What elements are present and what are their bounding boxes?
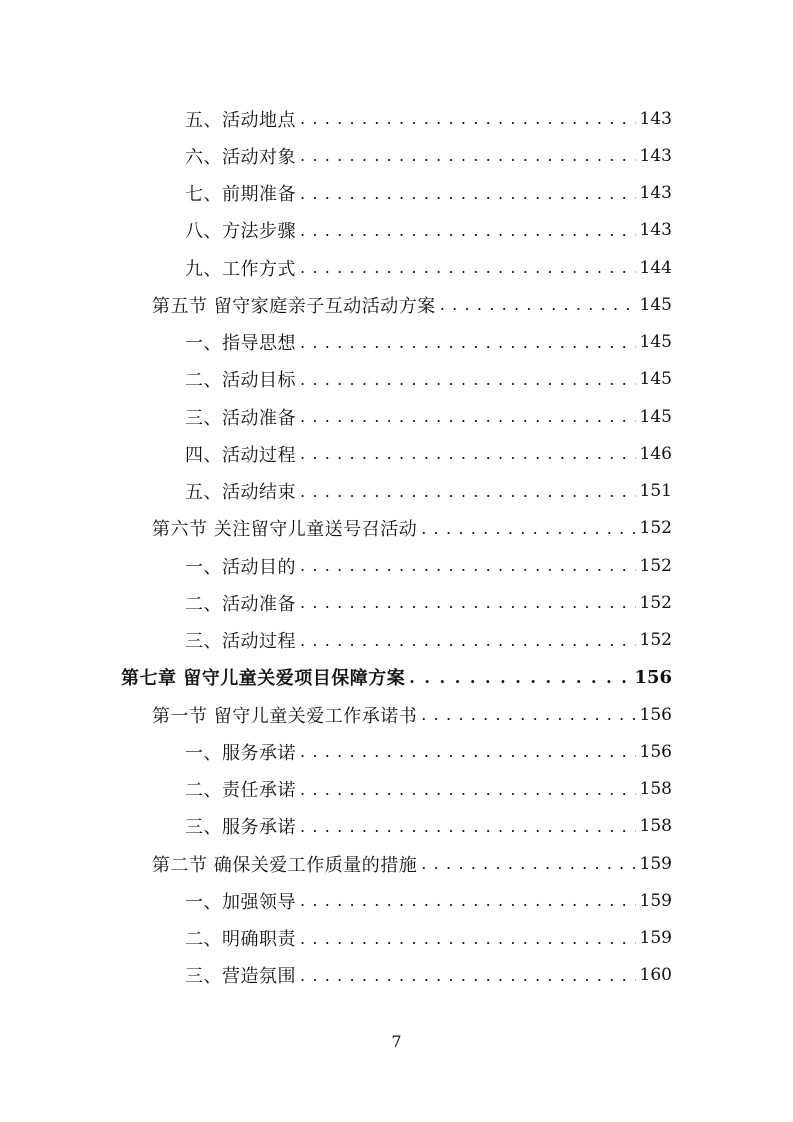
toc-entry-title: 二、责任承诺: [185, 780, 296, 802]
toc-subsection-entry[interactable]: [0, 137, 793, 174]
toc-entry-title: 二、明确职责: [185, 929, 296, 951]
toc-dot-leader: [300, 473, 636, 510]
toc-entry-page: 146: [639, 443, 672, 464]
toc-subsection-entry[interactable]: [0, 324, 793, 361]
toc-entry-page: 156: [639, 704, 672, 725]
toc-entry-page: 145: [639, 369, 672, 390]
toc-dot-leader: [300, 361, 636, 398]
toc-subsection-entry[interactable]: [0, 212, 793, 249]
toc-dot-leader: [300, 175, 636, 212]
toc-subsection-entry[interactable]: [0, 100, 793, 137]
toc-dot-leader: [300, 584, 636, 621]
toc-entry-title: 九、工作方式: [185, 258, 296, 280]
toc-dot-leader: [421, 696, 635, 733]
toc-subsection-entry[interactable]: [0, 584, 793, 621]
toc-dot-leader: [300, 435, 636, 472]
toc-entry-title: 一、加强领导: [185, 891, 296, 913]
toc-entry-page: 160: [639, 965, 672, 986]
toc-dot-leader: [440, 286, 636, 323]
toc-entry-page: 152: [639, 555, 672, 576]
toc-dot-leader: [300, 771, 636, 808]
toc-dot-leader: [300, 100, 636, 137]
toc-entry-title: 五、活动地点: [185, 109, 296, 131]
toc-entry-title: 八、方法步骤: [185, 221, 296, 243]
toc-entry-page: 145: [639, 332, 672, 353]
toc-subsection-entry[interactable]: [0, 435, 793, 472]
toc-entry-title: 第七章 留守儿童关爱项目保障方案: [121, 668, 406, 690]
toc-entry-page: 143: [639, 108, 672, 129]
toc-dot-leader: [300, 137, 636, 174]
toc-entry-page: 145: [639, 294, 672, 315]
toc-dot-leader: [300, 957, 636, 994]
toc-dot-leader: [300, 808, 636, 845]
toc-entry-title: 三、营造氛围: [185, 966, 296, 988]
toc-entry-title: 二、活动准备: [185, 593, 296, 615]
toc-entry-page: 143: [639, 220, 672, 241]
toc-subsection-entry[interactable]: [0, 361, 793, 398]
toc-section-entry[interactable]: [0, 286, 793, 323]
toc-entry-page: 143: [639, 145, 672, 166]
toc-entry-title: 第一节 留守儿童关爱工作承诺书: [152, 705, 418, 727]
toc-dot-leader: [300, 622, 636, 659]
toc-entry-page: 159: [639, 890, 672, 911]
toc-entry-page: 152: [639, 592, 672, 613]
toc-entry-page: 159: [639, 853, 672, 874]
toc-entry-title: 五、活动结束: [185, 482, 296, 504]
toc-subsection-entry[interactable]: [0, 957, 793, 994]
toc-entry-page: 156: [639, 741, 672, 762]
toc-subsection-entry[interactable]: [0, 249, 793, 286]
toc-entry-title: 一、活动目的: [185, 556, 296, 578]
toc-subsection-entry[interactable]: [0, 733, 793, 770]
toc-dot-leader: [300, 249, 636, 286]
toc-section-entry[interactable]: [0, 696, 793, 733]
toc-subsection-entry[interactable]: [0, 808, 793, 845]
toc-entry-page: 156: [634, 666, 672, 688]
toc-dot-leader: [300, 547, 636, 584]
toc-entry-title: 四、活动过程: [185, 444, 296, 466]
toc-dot-leader: [300, 324, 636, 361]
toc-subsection-entry[interactable]: [0, 622, 793, 659]
toc-subsection-entry[interactable]: [0, 175, 793, 212]
toc-subsection-entry[interactable]: [0, 771, 793, 808]
toc-dot-leader: [421, 510, 635, 547]
toc-entry-page: 159: [639, 928, 672, 949]
toc-entry-title: 一、服务承诺: [185, 742, 296, 764]
toc-dot-leader: [300, 733, 636, 770]
toc-dot-leader: [300, 212, 636, 249]
toc-dot-leader: [409, 659, 630, 696]
toc-section-entry[interactable]: [0, 845, 793, 882]
toc-subsection-entry[interactable]: [0, 398, 793, 435]
page-number: 7: [391, 1032, 402, 1051]
toc-subsection-entry[interactable]: [0, 547, 793, 584]
toc-dot-leader: [300, 398, 636, 435]
toc-section-entry[interactable]: [0, 510, 793, 547]
toc-entry-page: 152: [639, 518, 672, 539]
toc-entry-title: 第二节 确保关爱工作质量的措施: [152, 854, 418, 876]
toc-subsection-entry[interactable]: [0, 920, 793, 957]
table-of-contents: [0, 100, 793, 994]
toc-entry-title: 二、活动目标: [185, 370, 296, 392]
toc-chapter-entry[interactable]: [0, 659, 793, 696]
toc-entry-title: 第五节 留守家庭亲子互动活动方案: [152, 295, 436, 317]
toc-entry-page: 145: [639, 406, 672, 427]
toc-entry-title: 三、活动过程: [185, 631, 296, 653]
toc-entry-page: 143: [639, 183, 672, 204]
toc-entry-title: 三、服务承诺: [185, 817, 296, 839]
toc-entry-page: 152: [639, 630, 672, 651]
toc-subsection-entry[interactable]: [0, 473, 793, 510]
toc-entry-page: 158: [639, 779, 672, 800]
toc-entry-page: 144: [639, 257, 672, 278]
toc-dot-leader: [421, 845, 635, 882]
toc-entry-page: 158: [639, 816, 672, 837]
toc-entry-title: 七、前期准备: [185, 184, 296, 206]
toc-entry-title: 第六节 关注留守儿童送号召活动: [152, 519, 418, 541]
toc-entry-page: 151: [639, 481, 672, 502]
toc-entry-title: 一、指导思想: [185, 333, 296, 355]
toc-entry-title: 六、活动对象: [185, 146, 296, 168]
toc-subsection-entry[interactable]: [0, 882, 793, 919]
toc-dot-leader: [300, 882, 636, 919]
toc-dot-leader: [300, 920, 636, 957]
toc-entry-title: 三、活动准备: [185, 407, 296, 429]
